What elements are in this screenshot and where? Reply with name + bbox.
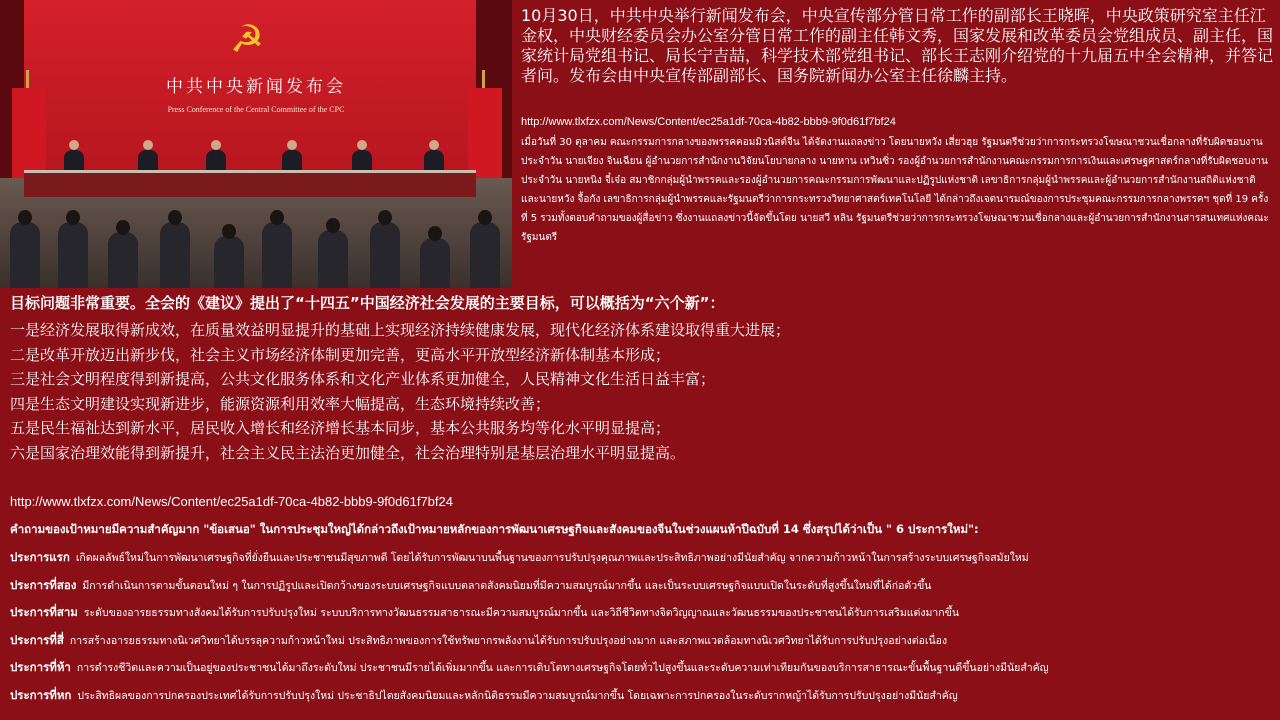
thai-goals-lead: คำถามของเป้าหมายมีความสำคัญมาก "ข้อเสนอ" ในการประชุมใหญ่ได้กล่าวถึงเป้าหมายหลักของการพัฒนาเศรษฐกิจและสังคมของจีนในช่วงแผนห้าปีฉบับที่ 14 ซึ่งสรุปได้ว่าเป็น " 6 ประการใหม่": bbox=[10, 522, 979, 536]
thai-goal-label: ประการที่ห้า bbox=[10, 660, 71, 674]
chinese-goal-item: 二是改革开放迈出新步伐，社会主义市场经济体制更加完善，更高水平开放型经济新体制基本形成； bbox=[10, 345, 671, 364]
audience-figure bbox=[318, 230, 348, 288]
chinese-goal-item: 三是社会文明程度得到新提高，公共文化服务体系和文化产业体系更加健全，人民精神文化生活日益丰富； bbox=[10, 370, 716, 388]
chinese-goal-item: 六是国家治理效能得到新提升，社会主义民主法治更加健全，社会治理特别是基层治理水平明显提高。 bbox=[10, 443, 686, 462]
thai-goal-text: เกิดผลลัพธ์ใหม่ในการพัฒนาเศรษฐกิจที่ยั่งยืนและประชาชนมีสุขภาพดี โดยได้รับการพัฒนาบนพื้นฐานของการปรับปรุงคุณภาพและประสิทธิภาพอย่างมีนัยสำคัญ จากความก้าวหน้าในการสร้างระบบเศรษฐกิจสมัยใหม่ bbox=[75, 552, 1029, 564]
thai-goal-label: ประการที่สอง bbox=[10, 577, 77, 592]
thai-goal-item bbox=[10, 572, 1272, 600]
source-url[interactable]: http://www.tlxfzx.com/News/Content/ec25a1df-70ca-4b82-bbb9-9f0d61f7bf24 bbox=[521, 116, 896, 128]
thai-goal-item bbox=[10, 627, 1272, 655]
party-emblem-icon: ☭ bbox=[229, 17, 265, 61]
audience-figure bbox=[262, 222, 292, 288]
thai-goals-section bbox=[10, 520, 1272, 709]
audience-figure bbox=[108, 232, 138, 288]
audience-figure bbox=[58, 222, 88, 288]
press-conference-photo bbox=[0, 0, 512, 288]
thai-goal-label: ประการแรก bbox=[10, 550, 70, 564]
audience-figure bbox=[370, 222, 400, 288]
chinese-goals-section bbox=[10, 292, 1272, 465]
chinese-goals-lead: 目标问题非常重要。全会的《建议》提出了“十四五”中国经济社会发展的主要目标，可以概括为“六个新”： bbox=[10, 294, 725, 312]
thai-goal-label: ประการที่สาม bbox=[10, 605, 78, 619]
chinese-goal-item: 一是经济发展取得新成效，在质量效益明显提升的基础上实现经济持续健康发展，现代化经济体系建设取得重大进展； bbox=[10, 321, 791, 339]
audience-figure bbox=[470, 222, 500, 288]
audience-figure bbox=[420, 238, 450, 288]
audience-figure bbox=[10, 222, 40, 288]
thai-goal-text: ประสิทธิผลของการปกครองประเทศได้รับการปรับปรุงใหม่ ประชาธิปไตยสังคมนิยมและหลักนิติธรรมมีความสมบูรณ์มากขึ้น โดยเฉพาะการปกครองในระดับรากหญ้าได้รับการปรับปรุงอย่างมีนัยสำคัญ bbox=[77, 689, 958, 702]
thai-goal-item bbox=[10, 544, 1272, 572]
chinese-intro-paragraph: 10月30日，中共中央举行新闻发布会，中央宣传部分管日常工作的副部长王晓晖，中央政策研究室主任江金权，中央财经委员会办公室分管日常工作的副主任韩文秀，国家发展和改革委员会党组成员、副主任，国家统计局党组书记、局长宁吉喆，科学技术部党组书记、部长王志刚介绍党的十九届五中全会精神，并答记者问。发布会由中央宣传部副部长、国务院新闻办公室主任徐麟主持。 bbox=[521, 6, 1274, 85]
chinese-goal-item: 四是生态文明建设实现新进步，能源资源利用效率大幅提高，生态环境持续改善； bbox=[10, 394, 551, 413]
thai-goal-item bbox=[10, 682, 1272, 710]
banner-title: 中共中央新闻发布会 bbox=[166, 77, 346, 97]
audience-figure bbox=[160, 222, 190, 288]
audience-figure bbox=[214, 236, 244, 288]
thai-goal-label: ประการที่สี่ bbox=[10, 632, 64, 647]
thai-goal-text: การสร้างอารยธรรมทางนิเวศวิทยาได้บรรลุความก้าวหน้าใหม่ ประสิทธิภาพของการใช้ทรัพยากรพลังงานได้รับการปรับปรุงอย่างมาก และสภาพแวดล้อมทางนิเวศวิทยาได้รับการปรับปรุงอย่างต่อเนื่อง bbox=[69, 634, 948, 647]
thai-goal-item bbox=[10, 599, 1272, 627]
thai-goal-label: ประการที่หก bbox=[10, 687, 72, 702]
chinese-goal-item: 五是民生福祉达到新水平，居民收入增长和经济增长基本同步，基本公共服务均等化水平明显提高； bbox=[10, 419, 671, 437]
banner-subtitle: Press Conference of the Central Committee of the CPC bbox=[167, 105, 345, 114]
thai-intro-paragraph: เมื่อวันที่ 30 ตุลาคม คณะกรรมการกลางของพรรคคอมมิวนิสต์จีน ได้จัดงานแถลงข่าว โดยนายหวัง เสี่ยวฮุย รัฐมนตรีช่วยว่าการกระทรวงโฆษณาชวนเชื่อกลางที่รับผิดชอบงานประจำวัน นายเจียง จินเฉียน ผู้อำนวยการสำนักงานวิจัยนโยบายกลาง นายหาน เหวินซิ่ว รองผู้อำนวยการสำนักงานคณะกรรมการการเงินและเศรษฐศาสตร์กลางที่รับผิดชอบงานประจำวัน นายหนิง จี๋เจ๋อ สมาชิกกลุ่มผู้นำพรรคและรองผู้อำนวยการคณะกรรมการพัฒนาและปฏิรูปแห่งชาติ เลขาธิการกลุ่มผู้นำพรรคและผู้อำนวยการสำนักงานสถิติแห่งชาติ และนายหวัง จื้อกัง เลขาธิการกลุ่มผู้นำพรรคและรัฐมนตรีว่าการกระทรวงวิทยาศาสตร์เทคโนโลยี ได้กล่าวถึงเจตนารมณ์ของการประชุมคณะกรรมการกลางพรรคฯ ชุดที่ 19 ครั้งที่ 5 รวมทั้งตอบคำถามของผู้สื่อข่าว ซึ่งงานแถลงข่าวนี้จัดขึ้นโดย นายสวี หลิน รัฐมนตรีช่วยว่าการกระทรวงโฆษณาชวนเชื่อกลางและผู้อำนวยการสำนักงานสารสนเทศแห่งคณะรัฐมนตรี bbox=[521, 137, 1269, 243]
thai-goal-item bbox=[10, 654, 1272, 682]
podium-table bbox=[24, 170, 476, 197]
thai-goal-text: ระดับของอารยธรรมทางสังคมได้รับการปรับปรุงใหม่ ระบบบริการทางวัฒนธรรมสาธารณะมีความสมบูรณ์มากขึ้น และวิถีชีวิตทางจิตวิญญาณและวัฒนธรรมของประชาชนได้รับการเสริมแต่งมากขึ้น bbox=[83, 607, 960, 619]
source-url[interactable]: http://www.tlxfzx.com/News/Content/ec25a1df-70ca-4b82-bbb9-9f0d61f7bf24 bbox=[10, 494, 453, 509]
thai-goal-text: การดำรงชีวิตและความเป็นอยู่ของประชาชนได้มาถึงระดับใหม่ ประชาชนมีรายได้เพิ่มมากขึ้น และการเติบโตทางเศรษฐกิจโดยทั่วไปสูงขึ้นและระดับความเท่าเทียมกันของบริการสาธารณะขั้นพื้นฐานดีขึ้นอย่างมีนัยสำคัญ bbox=[76, 662, 1049, 674]
thai-goal-text: มีการดำเนินการตามขั้นตอนใหม่ ๆ ในการปฏิรูปและเปิดกว้างของระบบเศรษฐกิจแบบตลาดสังคมนิยมที่มีความสมบูรณ์มากขึ้น และเป็นระบบเศรษฐกิจแบบเปิดในระดับที่สูงขึ้นใหม่ที่ได้ก่อตัวขึ้น bbox=[82, 579, 932, 592]
